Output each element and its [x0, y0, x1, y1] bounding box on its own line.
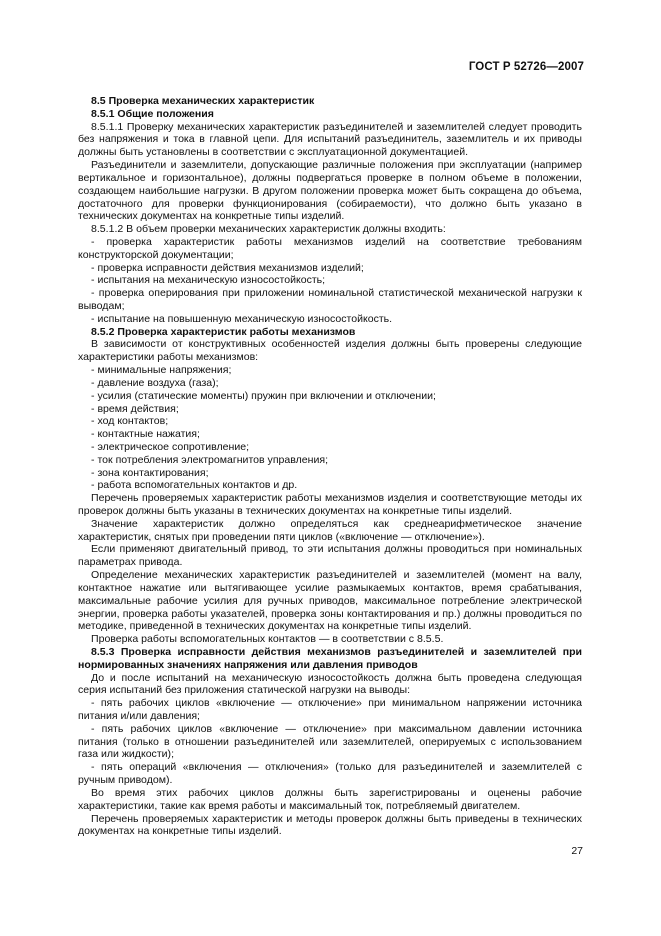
- list-item: - минимальные напряжения;: [91, 364, 232, 377]
- list-item: - ток потребления электромагнитов управления;: [91, 453, 329, 466]
- list-item: - контактные нажатия;: [91, 428, 200, 441]
- paragraph: Перечень проверяемых характеристик работы механизмов изделия и соответствующие методы их проверок должны быть указаны в технических документах на конкретные типы изделий.: [78, 492, 582, 517]
- paragraph: Перечень проверяемых характеристик и методы проверок должны быть приведены в технических документах на конкретные типы изделий.: [78, 812, 582, 838]
- subsection-heading: 8.5.3 Проверка исправности действия механизмов разъединителей и заземлителей при нормированных значениях напряжения или давления приводов: [78, 645, 582, 671]
- document-body: [78, 95, 582, 838]
- list-item: - испытание на повышенную механическую износостойкость.: [91, 312, 393, 325]
- list-item: - проверка характеристик работы механизмов изделий на соответствие требованиям конструкторской документации;: [78, 235, 582, 261]
- paragraph: 8.5.1.1 Проверку механических характеристик разъединителей и заземлителей следует проводить без напряжения и тока в главной цепи. Для испытаний разъединитель, заземлитель и их приводы должны быть установлены в соответствии с эксплуатационной документацией.: [78, 120, 582, 159]
- paragraph: Во время этих рабочих циклов должны быть зарегистрированы и оценены рабочие характеристики, такие как время работы и максимальный ток, потребляемый двигателем.: [78, 786, 582, 812]
- list-item: - ход контактов;: [91, 415, 169, 428]
- list-item: - пять рабочих циклов «включение — отключение» при минимальном напряжении источника питания и/или давления;: [78, 697, 582, 722]
- list-item: - испытания на механическую износостойкость;: [91, 274, 326, 287]
- list-item: - проверка исправности действия механизмов изделий;: [91, 261, 364, 274]
- subsection-heading: 8.5.2 Проверка характеристик работы механизмов: [91, 325, 356, 338]
- paragraph: Если применяют двигательный привод, то эти испытания должны проводиться при номинальных параметрах привода.: [78, 543, 582, 569]
- list-item: - проверка оперирования при приложении номинальной статистической механической нагрузки к выводам;: [78, 287, 582, 312]
- list-item: - зона контактирования;: [91, 466, 209, 479]
- paragraph: Значение характеристик должно определяться как среднеарифметическое значение характеристик, снятых при проведении пяти циклов («включение — отключение»).: [78, 517, 582, 543]
- list-item: - время действия;: [91, 402, 179, 415]
- paragraph: 8.5.1.2 В объем проверки механических характеристик должны входить:: [91, 223, 446, 236]
- section-heading: 8.5 Проверка механических характеристик: [91, 95, 315, 107]
- paragraph: В зависимости от конструктивных особенностей изделия должны быть проверены следующие характеристики работы механизмов:: [78, 338, 582, 364]
- paragraph: Проверка работы вспомогательных контактов — в соответствии с 8.5.5.: [91, 633, 444, 646]
- subsection-heading: 8.5.1 Общие положения: [91, 107, 214, 120]
- list-item: - работа вспомогательных контактов и др.: [91, 479, 298, 492]
- document-header: ГОСТ Р 52726—2007: [468, 61, 584, 73]
- list-item: - пять операций «включения — отключения» (только для разъединителей и заземлителей с ручным приводом).: [78, 761, 582, 787]
- paragraph: Определение механических характеристик разъединителей и заземлителей (момент на валу, контактное нажатие или вытягивающее усилие размыкаемых контактов, время срабатывания, максимальные рабочие усилия для ручных приводов, максимальное потребление электрической энергии, проверка работы указателей, проверка зоны контактирования и пр.) должны проводиться по методике, приведенной в технических документах на конкретные типы изделий.: [78, 569, 582, 633]
- page-number: 27: [571, 845, 583, 857]
- list-item: - пять рабочих циклов «включение — отключение» при максимальном давлении источника питания (только в отношении разъединителей или заземлителей, оперируемых с использованием газа или жидкости);: [78, 722, 582, 761]
- list-item: - электрическое сопротивление;: [91, 440, 250, 453]
- paragraph: Разъединители и заземлители, допускающие различные положения при эксплуатации (например вертикальное и горизонтальное), должны подвергаться проверке в полном объеме в положении, создающем наибольшие нагрузки. В другом положении проверка может быть сокращена до объема, достаточного для проверки функционирования (собираемости), что должно быть указано в технических документах на конкретные типы изделий.: [78, 159, 582, 223]
- list-item: - давление воздуха (газа);: [91, 376, 219, 389]
- paragraph: До и после испытаний на механическую износостойкость должна быть проведена следующая серия испытаний без приложения статической нагрузки на выводы:: [78, 671, 582, 697]
- list-item: - усилия (статические моменты) пружин при включении и отключении;: [91, 389, 436, 402]
